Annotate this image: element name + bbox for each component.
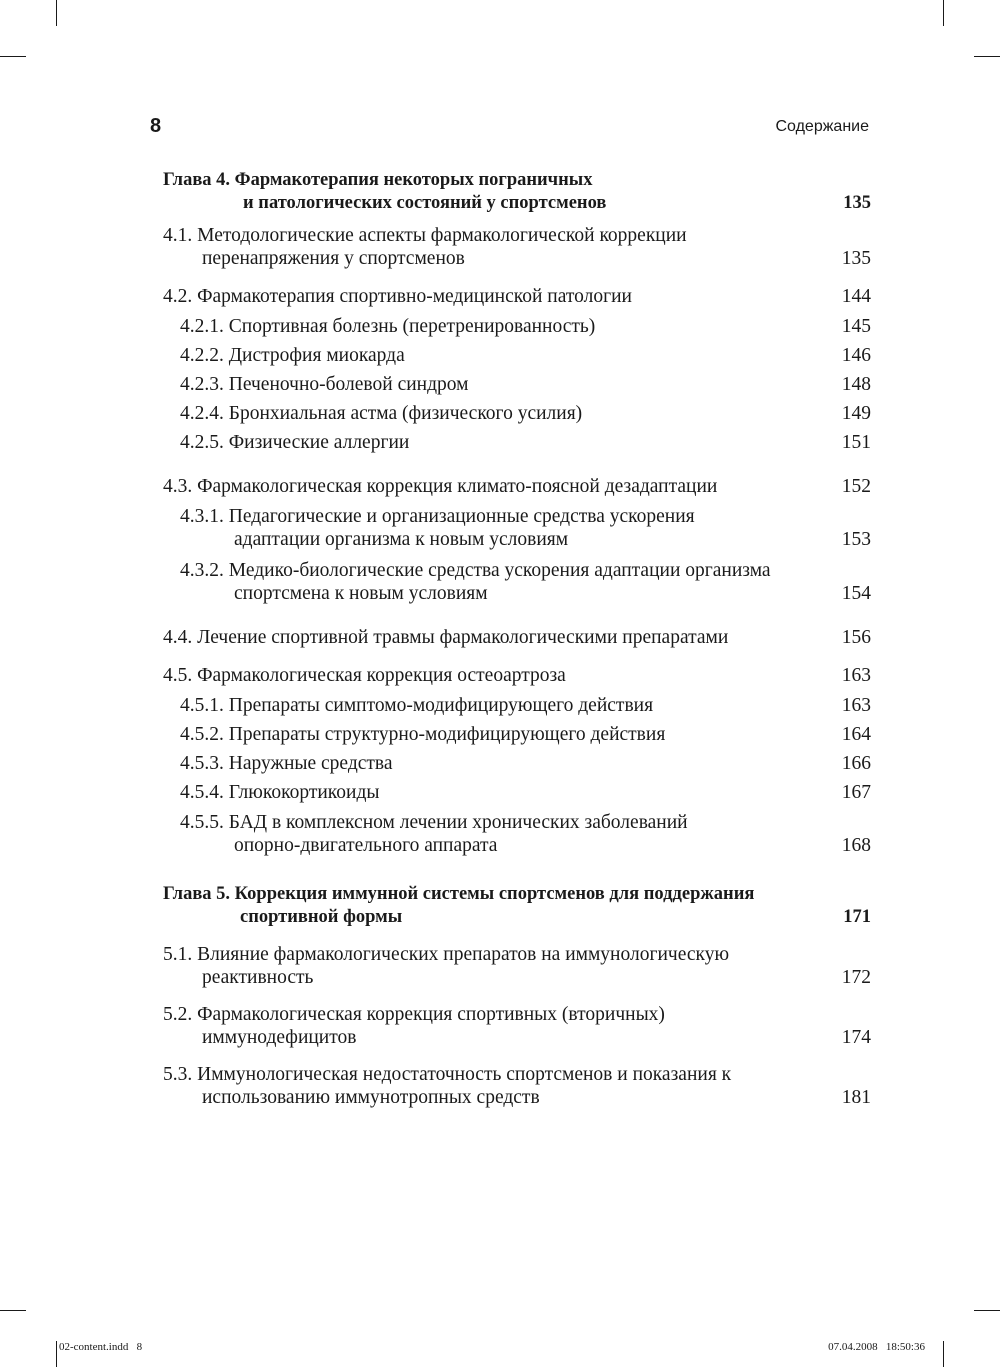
toc-page-number: 167 xyxy=(841,782,871,803)
toc-page-number: 151 xyxy=(841,432,871,453)
crop-mark xyxy=(974,1310,1000,1311)
toc-page-number: 144 xyxy=(841,286,871,307)
toc-entry-title: 5.1. Влияние фармакологических препаратов на иммунологическую xyxy=(163,944,730,965)
toc-entry-title-cont: и патологических состояний у спортсменов xyxy=(243,193,607,213)
page-number: 8 xyxy=(150,115,162,137)
toc-entry-title: 4.5.3. Наружные средства xyxy=(180,753,393,774)
toc-page-number: 166 xyxy=(841,753,871,774)
toc-page-number: 164 xyxy=(841,724,871,745)
toc-section-4-3-2 xyxy=(163,559,871,605)
toc-entry-title: 4.2.1. Спортивная болезнь (перетренированность) xyxy=(180,316,596,337)
toc-entry-title-cont: адаптации организма к новым условиям xyxy=(234,529,569,550)
toc-entry-title: 4.4. Лечение спортивной травмы фармакологическими препаратами xyxy=(163,627,729,648)
toc-section-4-1 xyxy=(163,224,871,270)
toc-entry-title: 4.2.4. Бронхиальная астма (физического усилия) xyxy=(180,403,583,424)
toc-chapter-4 xyxy=(163,169,871,215)
toc-entry-title-cont: спортивной формы xyxy=(240,907,403,927)
toc-page-number: 148 xyxy=(841,374,871,395)
toc-entry-title: 4.2. Фармакотерапия спортивно-медицинской патологии xyxy=(163,286,632,307)
print-slug-file: 02-content.indd 8 xyxy=(59,1341,143,1353)
toc-entry-title: 4.5.4. Глюкокортикоиды xyxy=(180,782,380,803)
crop-mark xyxy=(0,1310,26,1311)
toc-entry-title: 4.5.5. БАД в комплексном лечении хронических заболеваний xyxy=(180,812,688,833)
toc-section-5-3 xyxy=(163,1063,871,1109)
crop-mark xyxy=(943,1341,944,1367)
crop-mark xyxy=(56,1341,57,1367)
toc-section-4-3-1 xyxy=(163,505,871,551)
toc-page-number: 149 xyxy=(841,403,871,424)
toc-section-4-2-3 xyxy=(163,373,871,396)
toc-page-number: 163 xyxy=(841,695,871,716)
toc-section-4-5 xyxy=(163,664,871,687)
toc-entry-title: 4.3.2. Медико-биологические средства ускорения адаптации организма xyxy=(180,560,771,581)
toc-page-number: 181 xyxy=(841,1087,871,1108)
toc-entry-title: 4.5.2. Препараты структурно-модифицирующего действия xyxy=(180,724,666,745)
toc-page-number: 153 xyxy=(841,529,871,550)
toc-entry-title-cont: перенапряжения у спортсменов xyxy=(202,248,465,269)
toc-section-4-2 xyxy=(163,285,871,308)
crop-mark xyxy=(0,56,26,57)
toc-section-4-5-5 xyxy=(163,811,871,857)
toc-entry-title: 4.3. Фармакологическая коррекция климато-поясной дезадаптации xyxy=(163,476,718,497)
toc-entry-title: 5.2. Фармакологическая коррекция спортивных (вторичных) xyxy=(163,1004,665,1025)
toc-entry-title: 4.3.1. Педагогические и организационные средства ускорения xyxy=(180,506,695,527)
print-slug-timestamp: 07.04.2008 18:50:36 xyxy=(828,1341,925,1353)
toc-entry-title-cont: реактивность xyxy=(202,967,314,988)
toc-page-number: 168 xyxy=(841,835,871,856)
toc-entry-title: 4.2.5. Физические аллергии xyxy=(180,432,410,453)
toc-page-number: 152 xyxy=(841,476,871,497)
toc-page-number: 172 xyxy=(841,967,871,988)
toc-page-number: 145 xyxy=(841,316,871,337)
running-head: Содержание xyxy=(775,118,869,135)
toc-entry-title: Глава 5. Коррекция иммунной системы спортсменов для поддержания xyxy=(163,884,755,904)
toc-section-4-5-1 xyxy=(163,694,871,717)
toc-entry-title-cont: спортсмена к новым условиям xyxy=(234,583,488,604)
crop-mark xyxy=(943,0,944,26)
toc-entry-title: 4.2.3. Печеночно-болевой синдром xyxy=(180,374,469,395)
toc-section-4-5-4 xyxy=(163,781,871,804)
toc-entry-title: 4.5.1. Препараты симптомо-модифицирующего действия xyxy=(180,695,654,716)
toc-section-4-4 xyxy=(163,626,871,649)
toc-entry-title: 4.1. Методологические аспекты фармакологической коррекции xyxy=(163,225,687,246)
toc-entry-title: Глава 4. Фармакотерапия некоторых пограничных xyxy=(163,170,593,190)
toc-entry-title: 5.3. Иммунологическая недостаточность спортсменов и показания к xyxy=(163,1064,732,1085)
toc-page-number: 135 xyxy=(841,248,871,269)
toc-section-4-2-1 xyxy=(163,315,871,338)
toc-section-4-5-2 xyxy=(163,723,871,746)
toc-page-number: 146 xyxy=(841,345,871,366)
toc-page-number: 163 xyxy=(841,665,871,686)
toc-section-4-2-2 xyxy=(163,344,871,367)
crop-mark xyxy=(56,0,57,26)
toc-page-number: 171 xyxy=(843,907,871,927)
toc-section-4-5-3 xyxy=(163,752,871,775)
toc-section-4-3 xyxy=(163,475,871,498)
toc-section-4-2-5 xyxy=(163,431,871,454)
toc-page-number: 154 xyxy=(841,583,871,604)
toc-entry-title-cont: опорно-двигательного аппарата xyxy=(234,835,498,856)
toc-page-number: 135 xyxy=(843,193,871,213)
toc-entry-title-cont: иммунодефицитов xyxy=(202,1027,357,1048)
toc-page-number: 174 xyxy=(841,1027,871,1048)
toc-page-number: 156 xyxy=(841,627,871,648)
table-of-contents xyxy=(163,169,871,1109)
toc-chapter-5 xyxy=(163,883,871,929)
toc-entry-title: 4.2.2. Дистрофия миокарда xyxy=(180,345,405,366)
toc-entry-title-cont: использованию иммунотропных средств xyxy=(202,1087,540,1108)
toc-entry-title: 4.5. Фармакологическая коррекция остеоартроза xyxy=(163,665,566,686)
toc-section-5-1 xyxy=(163,943,871,989)
crop-mark xyxy=(974,56,1000,57)
toc-section-4-2-4 xyxy=(163,402,871,425)
toc-section-5-2 xyxy=(163,1003,871,1049)
